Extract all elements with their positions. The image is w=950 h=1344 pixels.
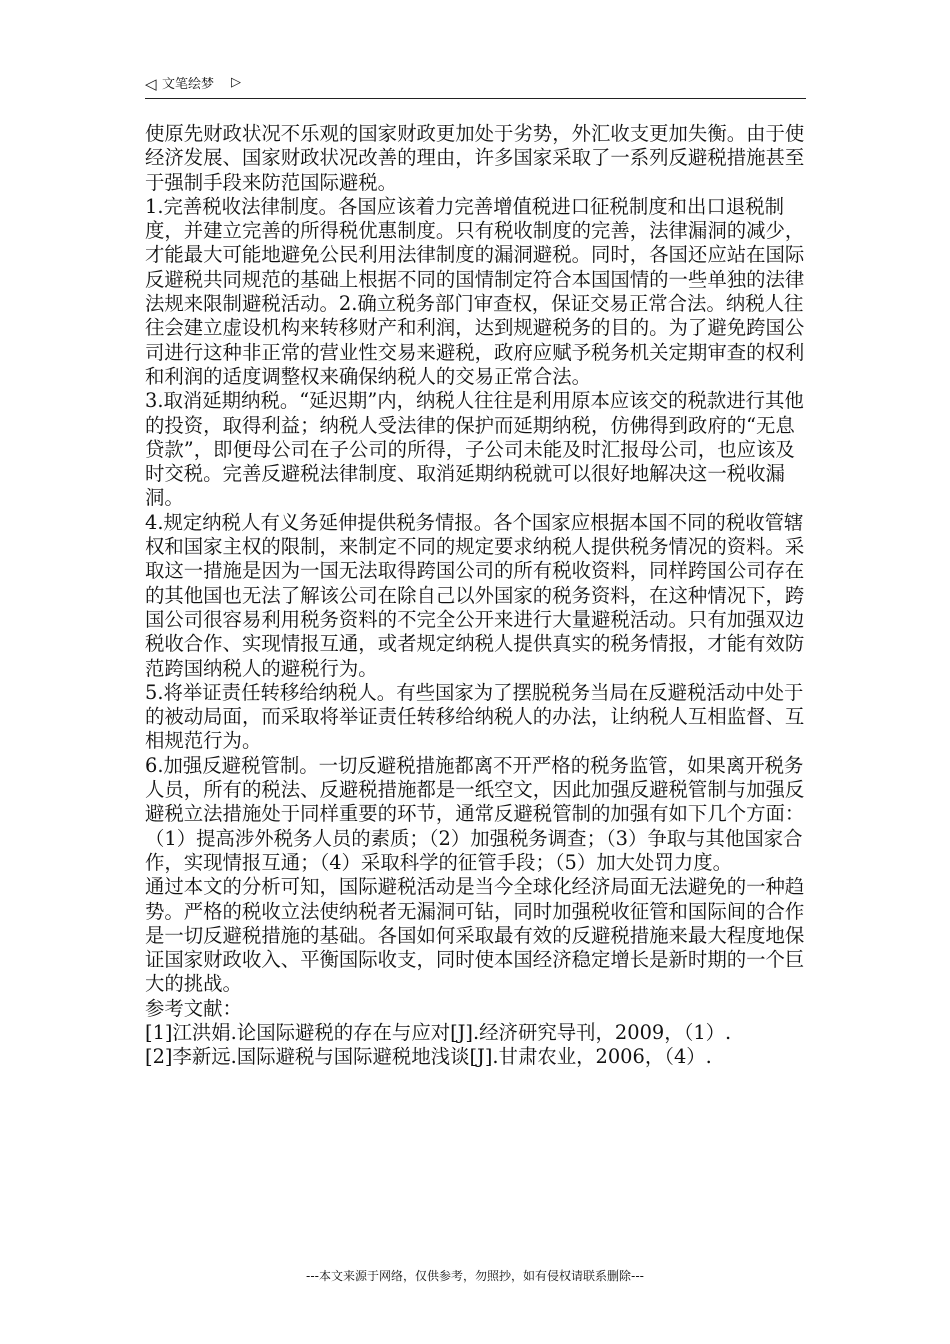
document-body — [145, 122, 811, 1070]
reference-item-2: [2]李新远.国际避税与国际避税地浅谈[J].甘肃农业，2006，（4）. — [145, 1045, 712, 1069]
paragraph-measure-3: 3.取消延期纳税。“延迟期”内，纳税人往往是利用原本应该交的税款进行其他的投资，取得利益；纳税人受法律的保护而延期纳税，仿佛得到政府的“无息贷款”，即便母公司在子公司的所得，子公司未能及时汇报母公司，也应该及时交税。完善反避税法律制度、取消延期纳税就可以很好地解决这一税收漏洞。 — [145, 389, 804, 510]
page-footer: ---本文来源于网络，仅供参考，勿照抄，如有侵权请联系删除--- — [306, 1269, 644, 1283]
paragraph-measure-1-2: 1.完善税收法律制度。各国应该着力完善增值税进口征税制度和出口退税制度，并建立完善的所得税优惠制度。只有税收制度的完善，法律漏洞的减少，才能最大可能地避免公民利用法律制度的漏洞避税。同时，各国还应站在国际反避税共同规范的基础上根据不同的国情制定符合本国国情的一些单独的法律法规来限制避税活动。2.确立税务部门审查权，保证交易正常合法。纳税人往往会建立虚设机构来转移财产和利润，达到规避税务的目的。为了避免跨国公司进行这种非正常的营业性交易来避税，政府应赋予税务机关定期审查的权利和利润的适度调整权来确保纳税人的交易正常合法。 — [145, 194, 805, 388]
reference-item-1: [1]江洪娟.论国际避税的存在与应对[J].经济研究导刊，2009，（1）. — [145, 1020, 732, 1044]
left-triangle-icon: ◁ — [145, 75, 157, 93]
paragraph-measure-6: 6.加强反避税管制。一切反避税措施都离不开严格的税务监管，如果离开税务人员，所有的税法、反避税措施都是一纸空文，因此加强反避税管制与加强反避税立法措施处于同样重要的环节，通常反避税管制的加强有如下几个方面：（1）提高涉外税务人员的素质；（2）加强税务调查；（3）争取与其他国家合作，实现情报互通；（4）采取科学的征管手段；（5）加大处罚力度。 — [145, 753, 805, 874]
references-heading: 参考文献： — [145, 996, 242, 1020]
paragraph-measure-5: 5.将举证责任转移给纳税人。有些国家为了摆脱税务当局在反避税活动中处于的被动局面，而采取将举证责任转移给纳税人的办法，让纳税人互相监督、互相规范行为。 — [145, 680, 805, 753]
header-brand: 文笔绘梦 — [162, 77, 215, 92]
paragraph-conclusion: 通过本文的分析可知，国际避税活动是当今全球化经济局面无法避免的一种趋势。严格的税收立法使纳税者无漏洞可钻，同时加强税收征管和国际间的合作是一切反避税措施的基础。各国如何采取最有效的反避税措施来最大程度地保证国家财政收入、平衡国际收支，同时使本国经济稳定增长是新时期的一个巨大的挑战。 — [145, 875, 805, 996]
right-triangle-icon: ▷ — [231, 75, 241, 90]
paragraph-measure-4: 4.规定纳税人有义务延伸提供税务情报。各个国家应根据本国不同的税收管辖权和国家主权的限制，来制定不同的规定要求纳税人提供税务情况的资料。采取这一措施是因为一国无法取得跨国公司的所有税收资料，同样跨国公司存在的其他国也无法了解该公司在除自己以外国家的税务资料，在这种情况下，跨国公司很容易利用税务资料的不完全公开来进行大量避税活动。只有加强双边税收合作、实现情报互通，或者规定纳税人提供真实的税务情报，才能有效防范跨国纳税人的避税行为。 — [145, 510, 805, 680]
page-header — [145, 74, 806, 99]
paragraph-intro: 使原先财政状况不乐观的国家财政更加处于劣势，外汇收支更加失衡。由于使经济发展、国家财政状况改善的理由，许多国家采取了一系列反避税措施甚至于强制手段来防范国际避税。 — [145, 122, 805, 194]
